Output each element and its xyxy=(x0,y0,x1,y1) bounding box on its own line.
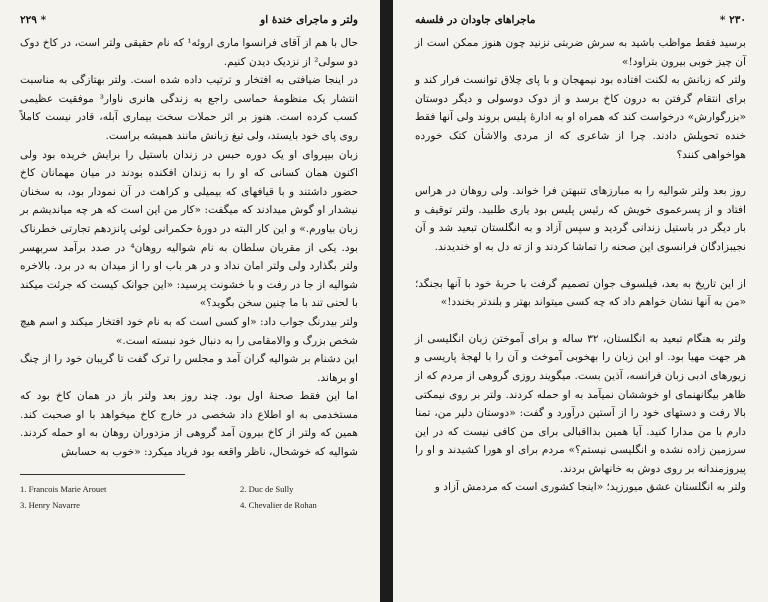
footnote: 3. Henry Navarre xyxy=(20,499,80,510)
page-number: * ۲۲۹ xyxy=(20,14,47,26)
paragraph: ولتر بیدرنگ جواب داد: «او کسی است که به نام خود افتخار میکند و اسم هیچ شخص بزرگ و والامقامی را به دنبال خود نبسته است.» xyxy=(20,315,358,347)
footnote: 1. Francois Marie Arouet xyxy=(20,483,107,494)
paragraph: زبان بیپروای او یک دوره حبس در زندان باستیل را برایش خریده بود ولی اکنون همان کسانی که او را به زندان افکنده بودند در میان مهمانان کاخ حضور داشتند و با قیافهای که بیمیلی و کراهت در آن نمودار بود، به سخنان نیشدار او گوش میدادند که میگفت: «کار من این است که هر چه میاندیشم بر زبان بیاورم.» و این کار البته در دورهٔ حکمرانی لوئی پانزدهم تجارتی خطرناک بود. یکی از مقربان سلطان به نام شوالیه روهان⁴ در صدد برآمد سربهسر ولتر بگذارد ولی ولتر امان نداد و در هر باب او را از میدان به در برد. بالاخره شوالیه از جا در رفت و با خشونت پرسید: «این جوانک کیست که جرئت میکند با لحنی تند با ما چنین سخن بگوید؟» xyxy=(20,148,358,310)
running-header xyxy=(415,14,746,26)
running-title: ماجراهای جاودان در فلسفه xyxy=(415,14,536,26)
paragraph: ولتر به هنگام تبعید به انگلستان، ۳۲ ساله و برای آموختن زبان انگلیسی از هر جهت مهیا بود. او این زبان را بهخوبی آموخت و آن را با لهجهٔ پاریسی و زیورهای ادبی زبان فرانسه، آذین بست. میگویند روزی گروهی از مردم که از ظاهر بیگانهنمای او خوششان نمیآمد به او حمله کردند. ولتر بر روی نیمکتی بالا رفت و دستهای خود را از آستین درآورد و گفت: «دوستان دلیر من، تمنا دارم با من مدارا کنید. آیا همین بدااقبالی برای من کافی نیست که در این سرزمین زاده نشده و انگلیسی نیستم؟» مردم برای او هورا کشیدند و او را پیروزمندانه بر روی دوش به خانهاش بردند. xyxy=(415,332,746,475)
paragraph: ولتر که زبانش به لکنت افتاده بود نیمهجان و با پای چلاق توانست فرار کند و برای انتقام گرفتن به درون کاخ برسد و از دوک دوسولی و دیگر دوستان «بزرگوارش» درخواست کند که همراه او به ادارهٔ پلیس بروند ولی آنها فقط خنده تحویلش دادند. چرا از شاعری که از مردی والاشأن کتک خورده هواخواهی کنند؟ xyxy=(415,74,746,161)
paragraph: برسید فقط مواظب باشید به سرش ضربتی نزنید چون هنوز ممکن است از آن چیز خوبی بیرون بتراود!» xyxy=(415,37,746,68)
book-gutter xyxy=(380,0,393,602)
paragraph: روز بعد ولتر شوالیه را به مبارزهای تنبهتن فرا خواند. ولی روهان در هراس افتاد و از پسرعموی خویش که رئیس پلیس بود یاری طلبید. ولتر توقیف و بار دیگر در باستیل زندانی گردید و سپس آزاد و به انگلستان تبعید شد و آن نجیبزادگان فرانسوی این صحنه را تماشا کردند و از ته دل به او خندیدند. xyxy=(415,185,746,253)
footnote-rule xyxy=(20,474,185,475)
paragraph: از این تاریخ به بعد، فیلسوف جوان تصمیم گرفت با حربهٔ خود با آنها بجنگد؛ «من به آنها نشان خواهم داد که چه کسی میتواند بهتر و بلندتر بخندد!» xyxy=(415,277,746,309)
page-body xyxy=(20,34,358,462)
running-title: ولتر و ماجرای خندهٔ او xyxy=(260,14,358,26)
paragraph: در اینجا ضیافتی به افتخار و ترتیب داده شده است. ولتر بهتازگی به مناسبت انتشار یک منظومهٔ حماسی راجع به زندگی هانری ناوار³ موفقیت عظیمی کسب کرده است. هنوز بر اثر حملات سخت بیماری آبله، قادر نیست کاملاً روی پای خود بایستد، ولی تیغ زبانش مانند همیشه براست. xyxy=(20,74,358,142)
running-header xyxy=(20,14,358,26)
footnotes xyxy=(20,481,358,513)
paragraph: این دشنام بر شوالیه گران آمد و مجلس را ترک گفت تا گریبان خود را از چنگ او برهاند. xyxy=(20,353,358,384)
paragraph: اما این فقط صحنهٔ اول بود. چند روز بعد ولتر باز در همان کاخ بود که مستخدمی به او اطلاع داد شخصی در خارج کاخ میخواهد با او صحبت کند. همین که ولتر از کاخ بیرون آمد گروهی از مزدوران روهان به او حمله کردند. شوالیه که خوشحال، ناظر واقعه بود فریاد میکرد: «خوب به حسابش xyxy=(20,390,358,459)
paragraph: حال با هم از آقای فرانسوا ماری اروئه¹ که نام حقیقی ولتر است، در کاخ دوک دو سولی² از نزدیک دیدن کنیم. xyxy=(20,37,358,68)
left-page xyxy=(0,0,380,602)
footnote: 2. Duc de Sully xyxy=(240,483,294,494)
footnote: 4. Chevalier de Rohan xyxy=(240,499,317,510)
page-body xyxy=(415,34,746,497)
page-number: ۲۳۰ * xyxy=(719,14,746,26)
paragraph: ولتر به انگلستان عشق میورزید؛ «اینجا کشوری است که مردمش آزاد و xyxy=(434,481,746,494)
right-page xyxy=(393,0,768,602)
